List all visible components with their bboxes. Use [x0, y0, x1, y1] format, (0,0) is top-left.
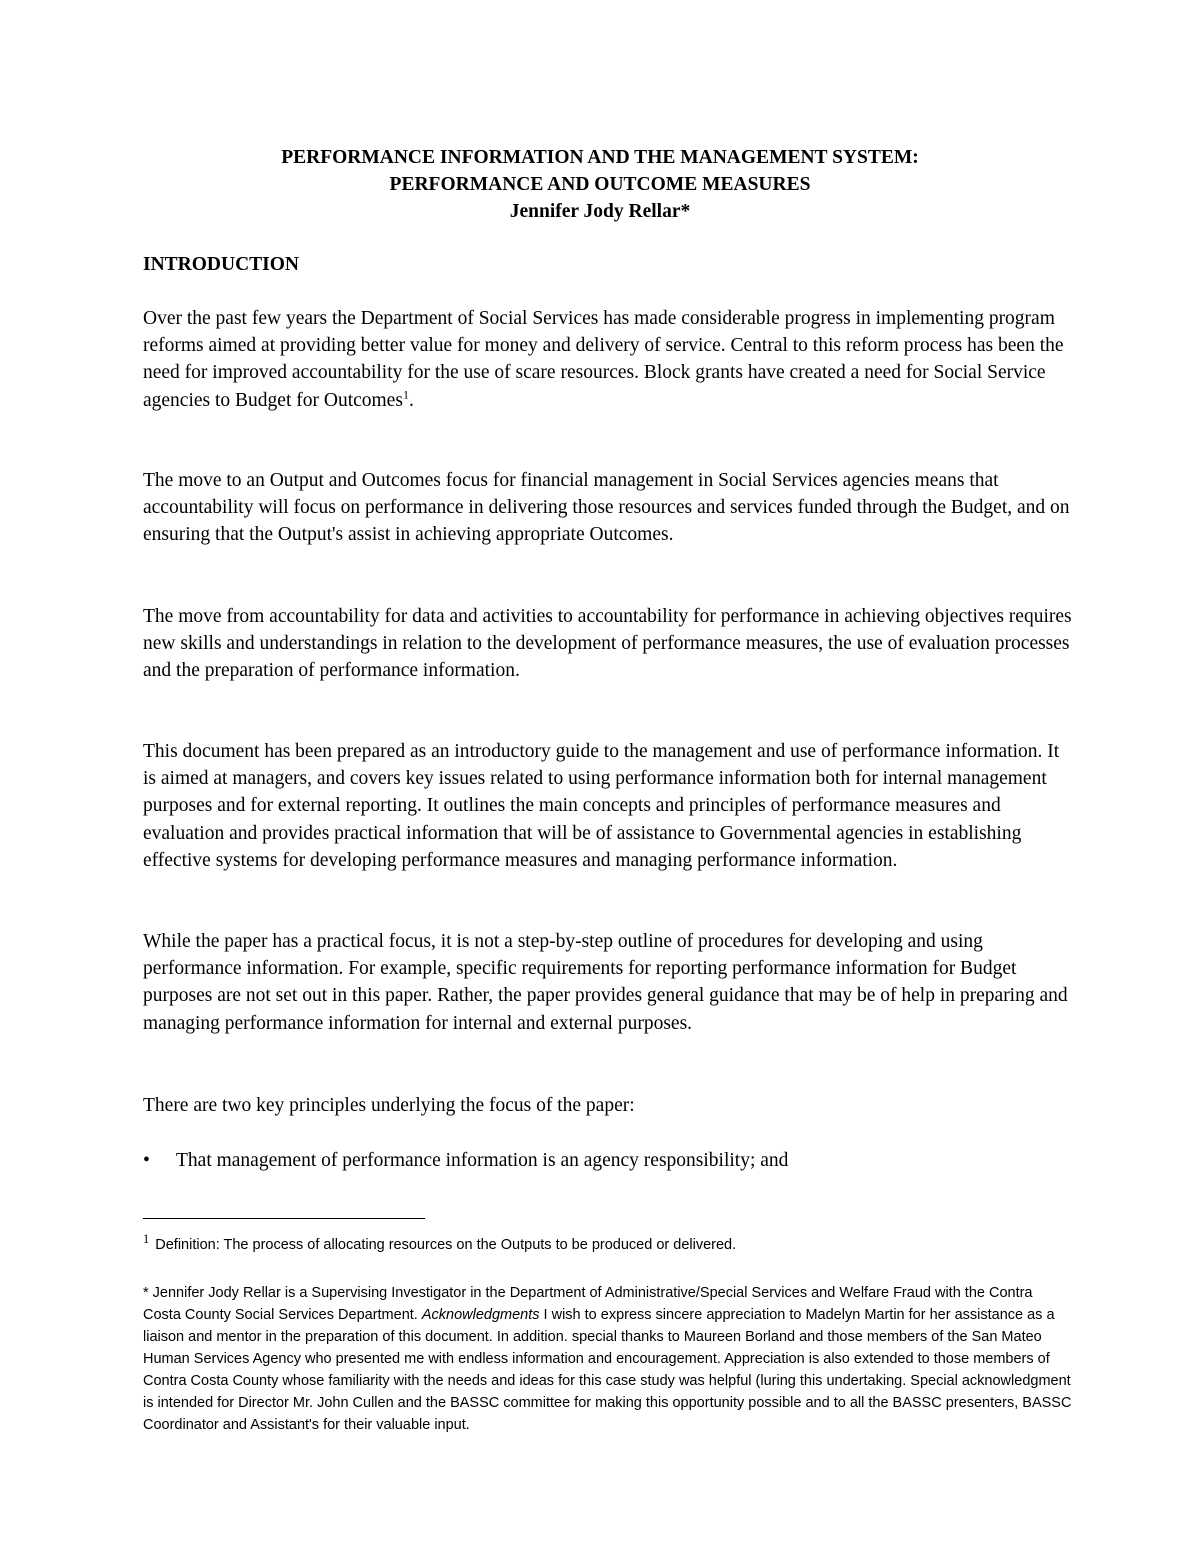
bullet-item-1-text: That management of performance information is an agency responsibility; and — [176, 1150, 789, 1171]
document-title — [0, 144, 1200, 225]
section-heading-introduction: INTRODUCTION — [143, 254, 300, 275]
title-line-2: PERFORMANCE AND OUTCOME MEASURES — [389, 174, 811, 195]
paragraph-3: The move from accountability for data and activities to accountability for performance in achieving objectives requires new skills and understandings in relation to the development of performance measures, the use of evaluation processes and the preparation of performance information. — [143, 606, 1072, 682]
footnote-1-number: 1 — [143, 1232, 150, 1247]
paragraph-1-text: Over the past few years the Department of Social Services has made considerable progress in implementing program reforms aimed at providing better value for money and delivery of service. Central to this reform process has been the need for improved accountability for the use of scare resources. Block grants have created a need for Social Service agencies to Budget for Outcomes — [143, 308, 1064, 411]
footnote-1 — [143, 1234, 1073, 1256]
footnote-author-text-rest: I wish to express sincere appreciation to Madelyn Martin for her assistance as a liaison and mentor in the preparation of this document. In addition. special thanks to Maureen Borland and those members of the San Mateo Human Services Agency who presented me with endless information and encouragement. Appreciation is also extended to those members of Contra Costa County whose familiarity with the needs and ideas for this case study was helpful (luring this undertaking. Special acknowledgment is intended for Director Mr. John Cullen and the BASSC committee for making this opportunity possible and to all the BASSC presenters, BASSC Coordinator and Assistant's for their valuable input. — [143, 1307, 1072, 1433]
paragraph-6: There are two key principles underlying the focus of the paper: — [143, 1095, 635, 1116]
footnote-separator — [143, 1218, 425, 1219]
paragraph-2: The move to an Output and Outcomes focus for financial management in Social Services agencies means that accountability will focus on performance in delivering those resources and services funded through the Budget, and on ensuring that the Output's assist in achieving appropriate Outcomes. — [143, 470, 1070, 546]
paragraph-1 — [143, 305, 1073, 414]
paragraph-5: While the paper has a practical focus, it is not a step-by-step outline of procedures for developing and using performance information. For example, specific requirements for reporting performance information for Budget purposes are not set out in this paper. Rather, the paper provides general guidance that may be of help in preparing and managing performance information for internal and external purposes. — [143, 931, 1068, 1034]
bullet-icon: • — [143, 1150, 150, 1171]
footnote-ref-1: 1 — [402, 387, 409, 402]
footnote-author — [143, 1282, 1073, 1436]
paragraph-1-end: . — [408, 389, 414, 411]
footnote-acknowledgments-label: Acknowledgments — [421, 1307, 540, 1323]
author-name: Jennifer Jody Rellar* — [509, 201, 691, 222]
footnote-1-text: Definition: The process of allocating resources on the Outputs to be produced or delivered. — [155, 1237, 737, 1253]
footnote-author-text-start: * Jennifer Jody Rellar is a Supervising Investigator in the Department of Administrative/Special Services and Welfare Fraud with the Contra Costa County Social Services Department. — [143, 1285, 1033, 1323]
title-line-1: PERFORMANCE INFORMATION AND THE MANAGEMENT SYSTEM: — [281, 147, 919, 168]
paragraph-4: This document has been prepared as an introductory guide to the management and use of performance information. It is aimed at managers, and covers key issues related to using performance information both for internal management purposes and for external reporting. It outlines the main concepts and principles of performance measures and evaluation and provides practical information that will be of assistance to Governmental agencies in establishing effective systems for developing performance measures and managing performance information. — [143, 741, 1060, 871]
